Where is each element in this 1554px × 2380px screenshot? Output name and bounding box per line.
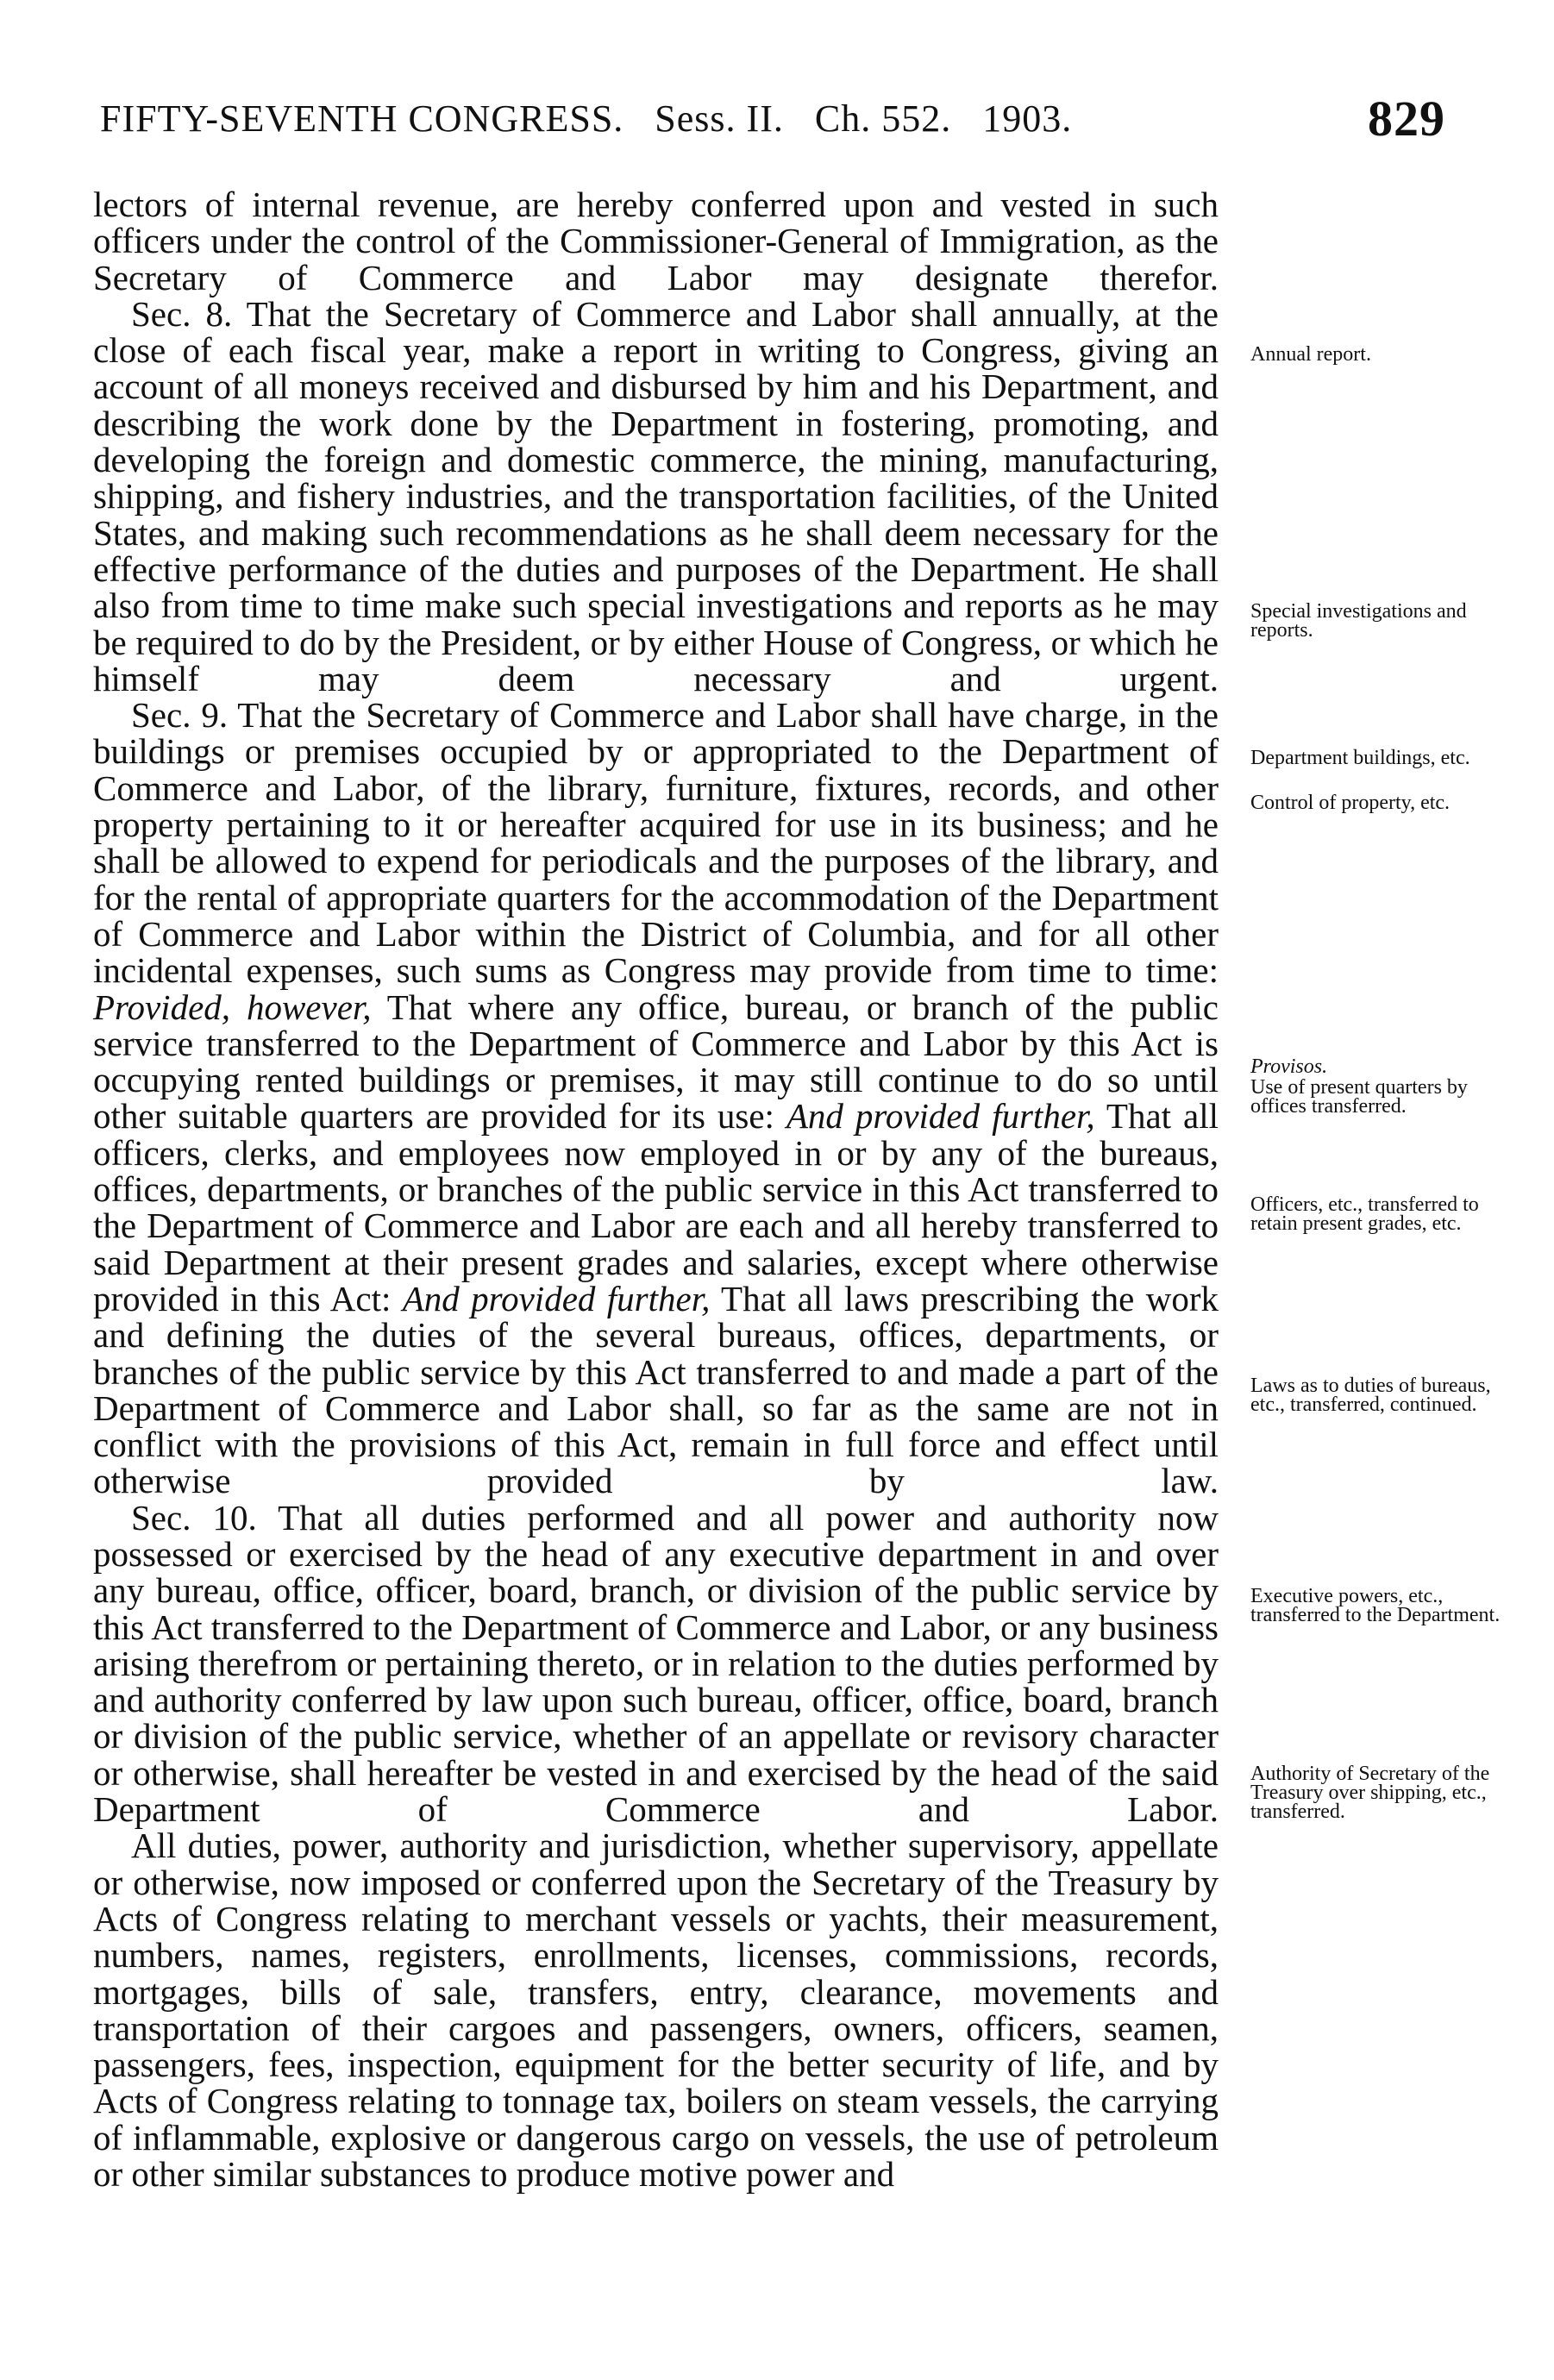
margin-note-executive-powers: Executive powers, etc., transferred to the Department.	[1250, 1585, 1501, 1626]
paragraph-continued	[93, 186, 1219, 296]
section-9	[93, 697, 1219, 1500]
running-head	[100, 90, 1445, 150]
section-10	[93, 1497, 1219, 1830]
margin-note-authority-secretary: Authority of Secretary of the Treasury over shipping, etc., transferred.	[1250, 1763, 1490, 1823]
paragraph-text: lectors of internal revenue, are hereby conferred upon and vested in such officers under the control of the Commissioner-General of Immigration, as the Secretary of Commerce and Labor may designate therefor.	[93, 185, 1219, 298]
margin-note-provisos: Provisos.	[1250, 1055, 1328, 1078]
congress-label: FIFTY-SEVENTH CONGRESS.	[100, 97, 624, 140]
paragraph-text: All duties, power, authority and jurisdiction, whether supervisory, appellate or otherwise, now imposed or conferred upon the Secretary of the Treasury by Acts of Congress relating to merchant vessels or yachts, their measurement, numbers, names, registers, enrollments, licenses, commissions, records, mortgages, bills of sale, transfers, entry, clearance, movements and transportation of their cargoes and passengers, owners, officers, seamen, passengers, fees, inspection, equipment for the better security of life, and by Acts of Congress relating to tonnage tax, boilers on steam vessels, the carrying of inflammable, explosive or dangerous cargo on vessels, the use of petroleum or other similar substances to produce motive power and	[93, 1826, 1219, 2195]
margin-note-department-buildings: Department buildings, etc.	[1250, 747, 1470, 769]
margin-note-use-of-quarters: Use of present quarters by offices transferred.	[1250, 1076, 1468, 1118]
page-number: 829	[1368, 91, 1445, 147]
margin-note-officers-transferred: Officers, etc., transferred to retain present grades, etc.	[1250, 1193, 1479, 1235]
session-label: Sess. II.	[655, 97, 784, 140]
chapter-label: Ch. 552.	[814, 97, 952, 140]
section-text: That all officers, clerks, and employees now employed in or by any of the bureaus, offices, departments, or branches of the public service in this Act transferred to the Department of Commerce and Labor are each and all hereby transferred to said Department at their present grades and salaries, except where otherwise provided in this Act:	[93, 1096, 1219, 1318]
running-head-title	[100, 97, 1072, 141]
margin-note-laws-duties: Laws as to duties of bureaus, etc., transferred, continued.	[1250, 1375, 1491, 1416]
proviso-phrase: Provided, however,	[93, 986, 372, 1027]
paragraph-authority	[93, 1826, 1219, 2195]
section-8	[93, 293, 1219, 698]
section-number: Sec. 9.	[131, 695, 229, 736]
margin-note-annual-report: Annual report.	[1250, 343, 1371, 366]
section-number: Sec. 10.	[131, 1497, 257, 1538]
section-text: That where any office, bureau, or branch of the public service transferred to the Department of Commerce and Labor by this Act is occupying rented buildings or premises, it may still continue to do so until other suitable quarters are provided for its use:	[93, 986, 1219, 1137]
margin-note-control-property: Control of property, etc.	[1250, 792, 1451, 814]
section-text: That the Secretary of Commerce and Labor shall have charge, in the buildings or premises occupied by or appropriated to the Department of Commerce and Labor, of the library, furniture, fixtures, records, and other property pertaining to it or hereafter acquired for use in its business; and he shall be allowed to expend for periodicals and the purposes of the library, and for the rental of appropriate quarters for the accommodation of the Department of Commerce and Labor within the District of Columbia, and for all other incidental expenses, such sums as Congress may provide from time to time:	[93, 695, 1219, 991]
body-text	[93, 185, 1219, 2195]
section-number: Sec. 8.	[131, 293, 233, 334]
section-text: That all duties performed and all power and authority now possessed or exercised by the head of any executive department in and over any bureau, office, officer, board, branch, or division of the public service by this Act transferred to the Department of Commerce and Labor, or any business arising therefrom or pertaining thereto, or in relation to the duties performed by and authority conferred by law upon such bureau, officer, office, board, branch or division of the public service, whether of an appellate or revisory character or otherwise, shall hereafter be vested in and exercised by the head of the said Department of Commerce and Labor.	[93, 1497, 1219, 1830]
year-label: 1903.	[982, 97, 1073, 140]
proviso-phrase: And provided further,	[786, 1096, 1095, 1137]
section-text: That the Secretary of Commerce and Labor shall annually, at the close of each fiscal year, make a report in writing to Congress, giving an account of all moneys received and disbursed by him and his Department, and describing the work done by the Department in fostering, promoting, and developing the foreign and domestic commerce, the mining, manufacturing, shipping, and fishery industries, and the transportation facilities, of the United States, and making such recommendations as he shall deem necessary for the effective performance of the duties and purposes of the Department. He shall also from time to time make such special investigations and reports as he may be required to do by the President, or by either House of Congress, or which he himself may deem necessary and urgent.	[93, 293, 1219, 698]
margin-note-special-investigations: Special investigations and reports.	[1250, 600, 1467, 642]
proviso-phrase: And provided further,	[402, 1278, 711, 1318]
section-text: That all laws prescribing the work and defining the duties of the several bureaus, offices, departments, or branches of the public service by this Act transferred to and made a part of the Department of Commerce and Labor shall, so far as the same are not in conflict with the provisions of this Act, remain in full force and effect until otherwise provided by law.	[93, 1278, 1219, 1501]
